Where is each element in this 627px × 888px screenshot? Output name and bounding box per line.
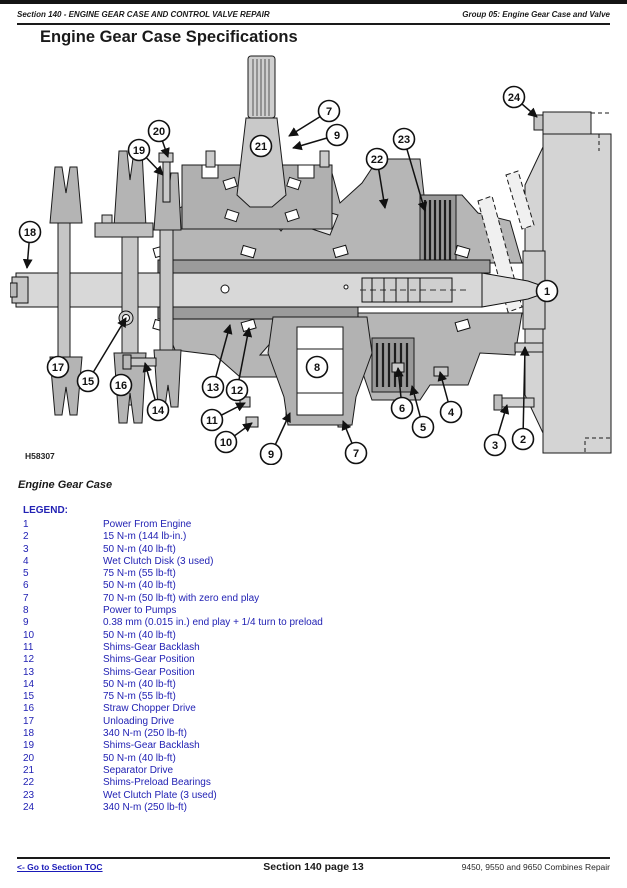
footer-manual-title: 9450, 9550 and 9650 Combines Repair (461, 862, 610, 872)
legend-item-number: 17 (23, 715, 35, 727)
svg-text:5: 5 (419, 421, 427, 434)
svg-text:3: 3 (491, 439, 499, 452)
scan-edge-bar (0, 0, 627, 4)
legend-item-description: 50 N-m (40 lb-ft) (103, 752, 176, 764)
legend-item-description: Power to Pumps (103, 605, 177, 617)
svg-text:22: 22 (370, 153, 384, 166)
svg-text:21: 21 (254, 140, 268, 153)
gear-case-diagram (10, 55, 622, 465)
callout-18 (20, 222, 41, 269)
svg-text:13: 13 (206, 381, 220, 394)
legend-item-number: 23 (23, 789, 35, 801)
legend-item-number: 9 (23, 617, 29, 629)
legend-item (23, 777, 323, 789)
callout-17 (48, 357, 69, 378)
legend-item (23, 790, 323, 802)
svg-text:1: 1 (543, 285, 551, 298)
svg-text:24: 24 (507, 91, 521, 104)
footer-rule (17, 857, 610, 859)
legend-item-description: Shims-Gear Position (103, 666, 195, 678)
legend-item-description: Separator Drive (103, 764, 174, 776)
legend-item (23, 630, 323, 642)
callout-21 (251, 136, 272, 157)
legend-item-description: 50 N-m (40 lb-ft) (103, 629, 176, 641)
svg-text:15: 15 (81, 375, 95, 388)
svg-text:2: 2 (519, 433, 527, 446)
legend-item-number: 20 (23, 752, 35, 764)
legend-item (23, 531, 323, 543)
legend-item-number: 18 (23, 728, 35, 740)
svg-text:23: 23 (397, 133, 411, 146)
svg-text:10: 10 (219, 436, 233, 449)
legend-item-description: Shims-Preload Bearings (103, 777, 211, 789)
legend-list (23, 519, 323, 814)
legend-item-description: 50 N-m (40 lb-ft) (103, 543, 176, 555)
footer-page-number: Section 140 page 13 (263, 861, 364, 873)
svg-text:8: 8 (313, 361, 321, 374)
legend-item-description: Unloading Drive (103, 715, 175, 727)
legend-item-number: 15 (23, 691, 35, 703)
svg-text:18: 18 (23, 226, 37, 239)
main-shaft (10, 260, 554, 319)
legend-item-number: 21 (23, 764, 35, 776)
legend-item (23, 716, 323, 728)
legend-item-number: 22 (23, 777, 35, 789)
legend-item (23, 568, 323, 580)
svg-text:11: 11 (206, 414, 218, 427)
figure-caption: Engine Gear Case (18, 479, 113, 491)
legend-item-number: 14 (23, 678, 35, 690)
svg-text:14: 14 (151, 404, 165, 417)
header-rule (17, 23, 610, 25)
legend-item (23, 667, 323, 679)
callout-24 (504, 87, 538, 118)
legend-item-description: 340 N-m (250 lb-ft) (103, 801, 187, 813)
legend-item-description: Straw Chopper Drive (103, 703, 196, 715)
callout-20 (149, 121, 170, 158)
legend-item-number: 7 (23, 592, 29, 604)
legend-item (23, 642, 323, 654)
svg-text:9: 9 (267, 448, 275, 461)
legend-item-number: 1 (23, 519, 29, 530)
callout-1 (537, 281, 558, 302)
svg-text:17: 17 (51, 361, 65, 374)
legend-item (23, 593, 323, 605)
legend-item-description: Power From Engine (103, 519, 192, 530)
legend-item-number: 5 (23, 568, 29, 580)
footer-toc-link[interactable]: <- Go to Section TOC (17, 862, 103, 872)
legend-item (23, 654, 323, 666)
legend-item (23, 765, 323, 777)
legend-item-description: 75 N-m (55 lb-ft) (103, 568, 176, 580)
legend-item-number: 11 (23, 641, 34, 653)
page-title: Engine Gear Case Specifications (40, 28, 298, 46)
legend-item-description: 50 N-m (40 lb-ft) (103, 678, 176, 690)
legend-item-number: 2 (23, 531, 29, 543)
legend-item (23, 679, 323, 691)
legend-item-description: 75 N-m (55 lb-ft) (103, 691, 176, 703)
clutch-pack-upper (420, 195, 456, 265)
legend-item (23, 519, 323, 531)
legend-item (23, 728, 323, 740)
figure-id: H58307 (25, 451, 55, 461)
legend-item (23, 556, 323, 568)
svg-text:6: 6 (398, 402, 406, 415)
legend-item-number: 6 (23, 580, 29, 592)
legend-item-description: Wet Clutch Plate (3 used) (103, 789, 217, 801)
legend-item-description: 50 N-m (40 lb-ft) (103, 580, 176, 592)
legend-item-number: 3 (23, 543, 29, 555)
legend-item (23, 544, 323, 556)
legend-item-number: 8 (23, 605, 29, 617)
legend-item-description: Shims-Gear Backlash (103, 740, 200, 752)
legend-item-number: 19 (23, 740, 35, 752)
legend-item (23, 617, 323, 629)
svg-text:7: 7 (325, 105, 333, 118)
svg-text:12: 12 (230, 384, 244, 397)
svg-text:16: 16 (114, 379, 128, 392)
legend-item-number: 12 (23, 654, 35, 666)
legend-item-number: 13 (23, 666, 35, 678)
legend-item-number: 4 (23, 555, 29, 567)
legend-item-description: Wet Clutch Disk (3 used) (103, 555, 214, 567)
svg-text:4: 4 (447, 406, 455, 419)
legend-item-description: 15 N-m (144 lb-in.) (103, 531, 187, 543)
legend-item-number: 16 (23, 703, 35, 715)
header-group-title: Group 05: Engine Gear Case and Valve (462, 10, 610, 19)
callout-10 (216, 423, 253, 453)
svg-text:20: 20 (152, 125, 166, 138)
legend-item-description: 70 N-m (50 lb-ft) with zero end play (103, 592, 260, 604)
legend-item-description: Shims-Gear Backlash (103, 641, 200, 653)
svg-text:19: 19 (132, 144, 146, 157)
legend-item-number: 10 (23, 629, 35, 641)
callout-11 (202, 403, 246, 431)
legend-item-description: Shims-Gear Position (103, 654, 195, 666)
legend-item (23, 605, 323, 617)
legend-item (23, 802, 323, 814)
callout-16 (111, 375, 132, 396)
legend-item (23, 753, 323, 765)
legend-item-number: 24 (23, 801, 35, 813)
legend-heading: LEGEND: (23, 505, 68, 516)
header-section-title: Section 140 - ENGINE GEAR CASE AND CONTROL VALVE REPAIR (17, 10, 270, 19)
legend-item (23, 691, 323, 703)
svg-text:7: 7 (352, 447, 360, 460)
legend-item-description: 0.38 mm (0.015 in.) end play + 1/4 turn to preload (103, 617, 323, 629)
legend-item (23, 580, 323, 592)
legend-item-description: 340 N-m (250 lb-ft) (103, 728, 187, 740)
callout-8 (307, 357, 328, 378)
legend-item (23, 740, 323, 752)
legend-item (23, 703, 323, 715)
svg-text:9: 9 (333, 129, 341, 142)
callout-3 (485, 405, 508, 456)
